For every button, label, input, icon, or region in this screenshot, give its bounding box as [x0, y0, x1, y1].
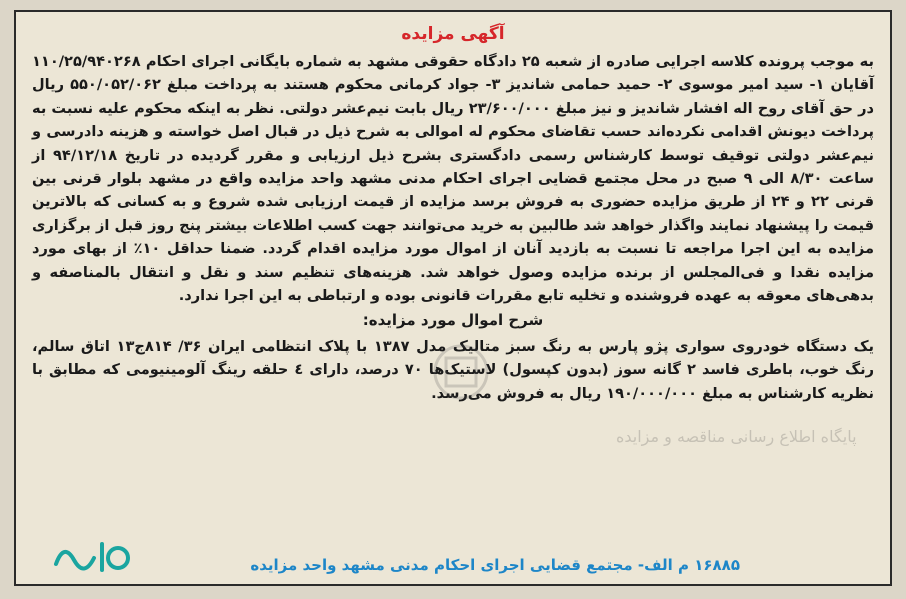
notice-footer: ۱۶۸۸۵ م الف- مجتمع قضایی اجرای احکام مدنی مشهد واحد مزایده	[250, 556, 740, 574]
notice-paragraph-2: یک دستگاه خودروی سواری پژو پارس به رنگ سبز متالیک مدل ۱۳۸۷ با پلاک انتظامی ایران ۳۶/ ۸۱۴ج۱۳ اتاق سالم، رنگ خوب، باطری فاسد ۲ گانه سوز (بدون کپسول) لاستیک‌ها ۷۰ درصد، دارای ٤ حلقه رینگ آلومینیومی که مطابق با نظریه کارشناس به مبلغ ۱۹۰/۰۰۰/۰۰۰ ریال به فروش می‌رسد.	[32, 337, 875, 402]
notice-subtitle: شرح اموال مورد مزایده:	[362, 311, 544, 330]
handwritten-stamp	[50, 534, 134, 578]
watermark-text: پایگاه اطلاع رسانی مناقصه و مزایده	[616, 427, 857, 446]
notice-frame	[14, 10, 892, 586]
notice-title: آگهی مزایده	[401, 24, 505, 44]
notice-paragraph-1: به موجب پرونده کلاسه اجرایی صادره از شعبه ۲۵ دادگاه حقوقی مشهد به شماره بایگانی اجرای احکام ۱۱۰/۲۵/۹۴۰۲۶۸ آقایان ۱- سید امیر موسوی ۲- حمید حمامی شاندیز ۳- جواد کرمانی محکوم هستند به پرداخت مبلغ ۵۵۰/۰۵۲/۰۶۲ ریال در حق آقای روح اله افشار شاندیز و نیز مبلغ ۲۳/۶۰۰/۰۰۰ ریال بابت نیم‌عشر دولتی. نظر به اینکه محکوم علیه نسبت به پرداخت دیونش اقدامی نکرده‌اند حسب تقاضای محکوم له اموالی به شرح ذیل در قبال اصل خواسته و هزینه دادرسی و نیم‌عشر دولتی توقیف توسط کارشناس رسمی دادگستری بشرح ذیل ارزیابی و مقرر گردیده در تاریخ ۹۴/۱۲/۱۸ از ساعت ۸/۳۰ الی ۹ صبح در محل مجتمع قضایی اجرای احکام مدنی مشهد واحد مزایده واقع در مشهد بلوار قرنی بین قرنی ۲۲ و ۲۴ از طریق مزایده حضوری به فروش برسد مزایده از قیمت ارزیابی شده شروع و به کسانی که بالاترین قیمت را پیشنهاد نمایند واگذار خواهد شد طالبین به خرید می‌توانند جهت کسب اطلاعات بیشتر پنج روز قبل از برگزاری مزایده به این اجرا مراجعه تا نسبت به بازدید آنان از اموال مورد مزایده اقدام گردد. ضمنا حداقل ۱۰٪ از بهای مورد مزایده نقدا و فی‌المجلس از برنده مزایده وصول خواهد شد. هزینه‌های تنظیم سند و نقل و انتقال بالمناصفه و بدهی‌های معوقه به عهده فروشنده و تخلیه تابع مقررات قانونی بوده و ارتباطی به این اجرا ندارد.	[32, 53, 875, 305]
notice-body	[32, 50, 874, 405]
